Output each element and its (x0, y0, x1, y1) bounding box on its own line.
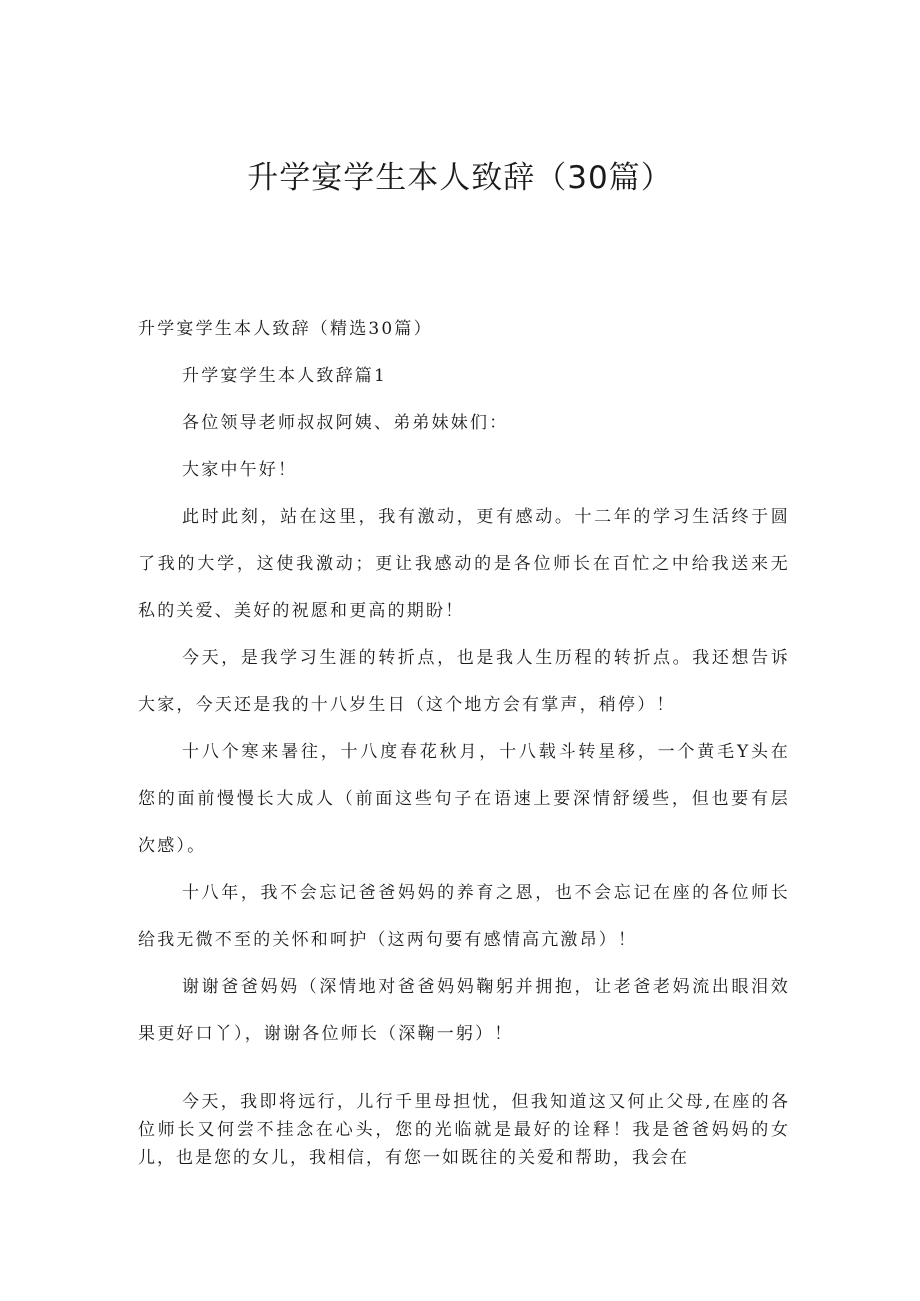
greeting: 大家中午好！ (182, 460, 298, 480)
document-body-continued (138, 1088, 790, 1172)
paragraph: 此时此刻，站在这里，我有激动，更有感动。十二年的学习生活终于圆了我的大学，这使我激动；更让我感动的是各位师长在百忙之中给我送来无私的关爱、美好的祝愿和更高的期盼！ (138, 507, 790, 621)
paragraph: 谢谢爸爸妈妈（深情地对爸爸妈妈鞠躬并拥抱，让老爸老妈流出眼泪效果更好口丫），谢谢各位师长（深鞠一躬）！ (138, 977, 790, 1044)
paragraph: 十八个寒来暑往，十八度春花秋月，十八载斗转星移，一个黄毛Y头在您的面前慢慢长大成人（前面这些句子在语速上要深情舒缓些，但也要有层次感）。 (138, 742, 790, 856)
paragraph: 十八年，我不会忘记爸爸妈妈的养育之恩，也不会忘记在座的各位师长给我无微不至的关怀和呵护（这两句要有感情高亢激昂）！ (138, 883, 790, 950)
document-body (138, 306, 790, 1058)
doc-subtitle: 升学宴学生本人致辞（精选30篇） (138, 319, 433, 339)
paragraph: 今天，我即将远行，儿行千里母担忧，但我知道这又何止父母,在座的各位师长又何尝不挂念在心头，您的光临就是最好的诠释！我是爸爸妈妈的女儿，也是您的女儿，我相信，有您一如既往的关爱和帮助，我会在 (138, 1092, 790, 1168)
salutation: 各位领导老师叔叔阿姨、弟弟妹妹们： (182, 413, 509, 433)
paragraph: 今天，是我学习生涯的转折点，也是我人生历程的转折点。我还想告诉大家，今天还是我的十八岁生日（这个地方会有掌声，稍停）！ (138, 648, 790, 715)
section-heading: 升学宴学生本人致辞篇1 (182, 366, 388, 386)
document-title: 升学宴学生本人致辞（30篇） (247, 160, 673, 196)
